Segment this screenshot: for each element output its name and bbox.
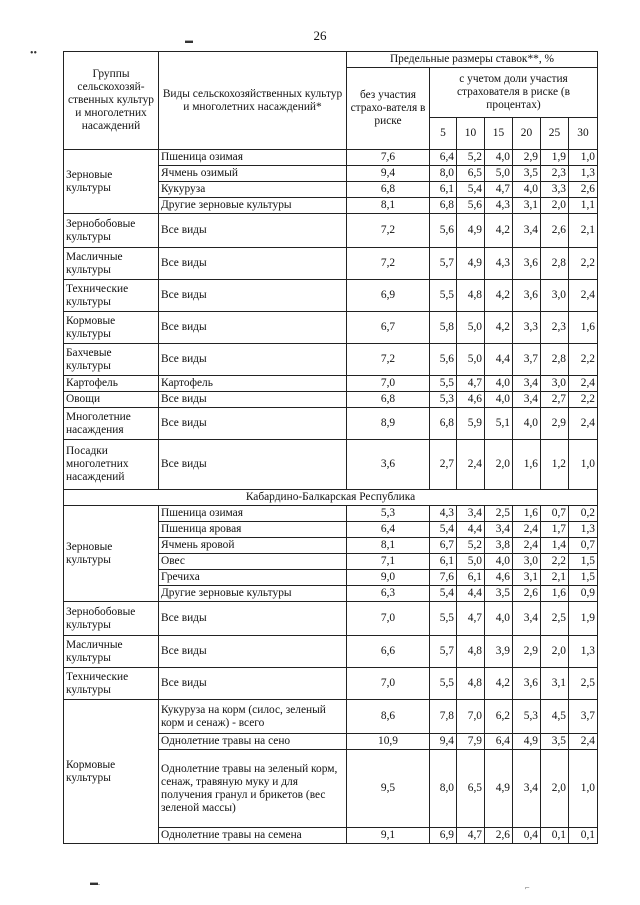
max-rate: 8,9 (347, 408, 430, 440)
crop-type: Кукуруза (159, 182, 347, 198)
share-rate: 2,5 (485, 506, 513, 522)
share-rate: 4,0 (485, 376, 513, 392)
share-rate: 5,7 (430, 248, 457, 280)
crop-group: Картофель (64, 376, 159, 392)
share-rate: 6,1 (430, 554, 457, 570)
share-rate: 2,4 (569, 408, 598, 440)
crop-type: Пшеница озимая (159, 150, 347, 166)
share-rate: 2,9 (513, 636, 541, 668)
share-rate: 4,0 (485, 392, 513, 408)
share-rate: 2,3 (541, 312, 569, 344)
table-row (64, 150, 598, 166)
share-rate: 3,7 (569, 700, 598, 734)
max-rate: 7,2 (347, 214, 430, 248)
max-rate: 6,6 (347, 636, 430, 668)
share-rate: 3,6 (513, 280, 541, 312)
share-rate: 2,2 (569, 248, 598, 280)
share-rate: 5,6 (457, 198, 485, 214)
share-rate: 2,0 (541, 750, 569, 828)
table-row (64, 376, 598, 392)
table-row (64, 312, 598, 344)
max-rate: 7,0 (347, 668, 430, 700)
share-rate: 6,4 (430, 150, 457, 166)
max-rate: 7,0 (347, 376, 430, 392)
crop-group: Зернобобовые культуры (64, 602, 159, 636)
crop-group: Кормовые культуры (64, 700, 159, 844)
share-rate: 3,5 (485, 586, 513, 602)
share-rate: 1,3 (569, 166, 598, 182)
share-rate: 2,4 (513, 538, 541, 554)
max-rate: 5,3 (347, 506, 430, 522)
header-share: 20 (513, 118, 541, 150)
share-rate: 1,0 (569, 150, 598, 166)
share-rate: 6,5 (457, 750, 485, 828)
table-row (64, 506, 598, 522)
share-rate: 5,6 (430, 214, 457, 248)
share-rate: 5,6 (430, 344, 457, 376)
max-rate: 7,2 (347, 248, 430, 280)
share-rate: 1,9 (569, 602, 598, 636)
share-rate: 4,3 (430, 506, 457, 522)
table-row (64, 248, 598, 280)
share-rate: 7,8 (430, 700, 457, 734)
crop-type: Кукуруза на корм (силос, зеленый корм и сенаж) - всего (159, 700, 347, 734)
crop-group: Посадки многолетних насаждений (64, 440, 159, 490)
share-rate: 1,6 (513, 440, 541, 490)
max-rate: 7,0 (347, 602, 430, 636)
crop-group: Бахчевые культуры (64, 344, 159, 376)
share-rate: 6,7 (430, 538, 457, 554)
crop-type: Все виды (159, 248, 347, 280)
max-rate: 6,9 (347, 280, 430, 312)
share-rate: 6,2 (485, 700, 513, 734)
share-rate: 4,6 (457, 392, 485, 408)
header-share: 10 (457, 118, 485, 150)
crop-type: Все виды (159, 668, 347, 700)
share-rate: 1,6 (569, 312, 598, 344)
share-rate: 1,3 (569, 636, 598, 668)
share-rate: 3,4 (513, 214, 541, 248)
scan-mark: ⌐ (525, 883, 530, 892)
share-rate: 4,4 (457, 586, 485, 602)
share-rate: 2,0 (541, 636, 569, 668)
crop-group: Овощи (64, 392, 159, 408)
share-rate: 0,9 (569, 586, 598, 602)
share-rate: 1,2 (541, 440, 569, 490)
crop-group: Масличные культуры (64, 636, 159, 668)
share-rate: 2,9 (541, 408, 569, 440)
share-rate: 6,9 (430, 828, 457, 844)
share-rate: 1,4 (541, 538, 569, 554)
share-rate: 1,3 (569, 522, 598, 538)
max-rate: 6,7 (347, 312, 430, 344)
share-rate: 4,2 (485, 214, 513, 248)
crop-type: Все виды (159, 214, 347, 248)
share-rate: 3,4 (513, 376, 541, 392)
crop-group: Масличные культуры (64, 248, 159, 280)
share-rate: 5,1 (485, 408, 513, 440)
share-rate: 2,6 (541, 214, 569, 248)
crop-group: Кормовые культуры (64, 312, 159, 344)
max-rate: 9,1 (347, 828, 430, 844)
max-rate: 8,1 (347, 538, 430, 554)
share-rate: 0,4 (513, 828, 541, 844)
share-rate: 6,5 (457, 166, 485, 182)
region-heading: Кабардино-Балкарская Республика (64, 490, 598, 506)
crop-type: Однолетние травы на семена (159, 828, 347, 844)
crop-group: Зернобобовые культуры (64, 214, 159, 248)
share-rate: 4,8 (457, 280, 485, 312)
share-rate: 4,3 (485, 198, 513, 214)
share-rate: 4,7 (457, 376, 485, 392)
crop-type: Все виды (159, 312, 347, 344)
crop-type: Однолетние травы на зеленый корм, сенаж, травяную муку и для получения гранул и брикетов (вес зеленой массы) (159, 750, 347, 828)
crop-type: Картофель (159, 376, 347, 392)
share-rate: 3,3 (513, 312, 541, 344)
share-rate: 8,0 (430, 166, 457, 182)
share-rate: 5,0 (457, 344, 485, 376)
share-rate: 2,8 (541, 248, 569, 280)
share-rate: 2,2 (541, 554, 569, 570)
share-rate: 4,2 (485, 668, 513, 700)
share-rate: 1,0 (569, 750, 598, 828)
share-rate: 2,4 (457, 440, 485, 490)
max-rate: 7,2 (347, 344, 430, 376)
max-rate: 9,4 (347, 166, 430, 182)
scan-mark: ▬. (90, 878, 100, 887)
max-rate: 6,8 (347, 182, 430, 198)
share-rate: 5,9 (457, 408, 485, 440)
crop-type: Пшеница яровая (159, 522, 347, 538)
header-groups: Группы сельскохозяй-ственных культур и многолетних насаждений (64, 52, 159, 150)
max-rate: 9,0 (347, 570, 430, 586)
share-rate: 3,5 (541, 734, 569, 750)
share-rate: 2,7 (541, 392, 569, 408)
share-rate: 5,4 (430, 586, 457, 602)
share-rate: 3,4 (485, 522, 513, 538)
share-rate: 4,0 (513, 182, 541, 198)
share-rate: 4,0 (485, 602, 513, 636)
max-rate: 6,3 (347, 586, 430, 602)
share-rate: 4,9 (513, 734, 541, 750)
header-with-share: с учетом доли участия страхователя в риске (в процентах) (430, 68, 598, 118)
share-rate: 4,5 (541, 700, 569, 734)
share-rate: 6,8 (430, 198, 457, 214)
share-rate: 4,0 (513, 408, 541, 440)
crop-type: Все виды (159, 408, 347, 440)
crop-type: Все виды (159, 602, 347, 636)
header-max-rates: Предельные размеры ставок**, % (347, 52, 598, 68)
share-rate: 2,5 (541, 602, 569, 636)
share-rate: 3,8 (485, 538, 513, 554)
share-rate: 2,3 (541, 166, 569, 182)
table-row (64, 636, 598, 668)
share-rate: 2,6 (513, 586, 541, 602)
crop-type: Ячмень озимый (159, 166, 347, 182)
share-rate: 0,7 (541, 506, 569, 522)
share-rate: 3,5 (513, 166, 541, 182)
share-rate: 2,2 (569, 392, 598, 408)
share-rate: 4,9 (485, 750, 513, 828)
share-rate: 4,7 (485, 182, 513, 198)
share-rate: 5,4 (457, 182, 485, 198)
share-rate: 4,3 (485, 248, 513, 280)
table-row (64, 440, 598, 490)
header-share: 25 (541, 118, 569, 150)
crop-type: Гречиха (159, 570, 347, 586)
share-rate: 4,6 (485, 570, 513, 586)
share-rate: 4,4 (457, 522, 485, 538)
share-rate: 2,5 (569, 668, 598, 700)
share-rate: 5,3 (513, 700, 541, 734)
share-rate: 8,0 (430, 750, 457, 828)
share-rate: 1,6 (541, 586, 569, 602)
share-rate: 5,7 (430, 636, 457, 668)
share-rate: 5,0 (457, 554, 485, 570)
share-rate: 2,4 (569, 376, 598, 392)
share-rate: 4,2 (485, 280, 513, 312)
share-rate: 2,6 (569, 182, 598, 198)
crop-group: Зерновые культуры (64, 150, 159, 214)
share-rate: 2,2 (569, 344, 598, 376)
share-rate: 3,4 (513, 750, 541, 828)
share-rate: 2,4 (569, 280, 598, 312)
share-rate: 5,4 (430, 522, 457, 538)
table-row (64, 280, 598, 312)
max-rate: 7,1 (347, 554, 430, 570)
page-number: 26 (313, 28, 327, 43)
max-rate: 3,6 (347, 440, 430, 490)
share-rate: 0,7 (569, 538, 598, 554)
share-rate: 5,2 (457, 538, 485, 554)
crop-type: Все виды (159, 392, 347, 408)
share-rate: 1,6 (513, 506, 541, 522)
share-rate: 5,2 (457, 150, 485, 166)
share-rate: 2,7 (430, 440, 457, 490)
share-rate: 2,4 (513, 522, 541, 538)
share-rate: 1,5 (569, 570, 598, 586)
share-rate: 5,5 (430, 602, 457, 636)
crop-type: Пшеница озимая (159, 506, 347, 522)
share-rate: 4,2 (485, 312, 513, 344)
share-rate: 0,1 (569, 828, 598, 844)
scan-mark: •• (30, 48, 38, 59)
share-rate: 3,1 (541, 668, 569, 700)
share-rate: 7,0 (457, 700, 485, 734)
share-rate: 1,0 (569, 440, 598, 490)
header-share: 15 (485, 118, 513, 150)
max-rate: 6,4 (347, 522, 430, 538)
crop-type: Все виды (159, 344, 347, 376)
crop-type: Другие зерновые культуры (159, 586, 347, 602)
table-row (64, 700, 598, 734)
share-rate: 6,1 (457, 570, 485, 586)
share-rate: 2,8 (541, 344, 569, 376)
share-rate: 3,4 (513, 602, 541, 636)
crop-type: Все виды (159, 280, 347, 312)
share-rate: 9,4 (430, 734, 457, 750)
share-rate: 3,0 (541, 376, 569, 392)
scan-mark: ▬ (185, 36, 193, 45)
share-rate: 5,5 (430, 668, 457, 700)
share-rate: 3,9 (485, 636, 513, 668)
max-rate: 7,6 (347, 150, 430, 166)
max-rate: 9,5 (347, 750, 430, 828)
share-rate: 3,6 (513, 248, 541, 280)
share-rate: 1,1 (569, 198, 598, 214)
max-rate: 6,8 (347, 392, 430, 408)
crop-group: Технические культуры (64, 668, 159, 700)
share-rate: 2,6 (485, 828, 513, 844)
max-rate: 8,1 (347, 198, 430, 214)
share-rate: 1,5 (569, 554, 598, 570)
header-without-share: без участия страхо-вателя в риске (347, 68, 430, 150)
share-rate: 5,8 (430, 312, 457, 344)
crop-type: Овес (159, 554, 347, 570)
share-rate: 4,7 (457, 602, 485, 636)
share-rate: 7,9 (457, 734, 485, 750)
table-row (64, 668, 598, 700)
share-rate: 3,4 (457, 506, 485, 522)
share-rate: 5,3 (430, 392, 457, 408)
share-rate: 6,1 (430, 182, 457, 198)
crop-type: Все виды (159, 440, 347, 490)
insurance-rates-table (63, 51, 598, 844)
share-rate: 3,0 (541, 280, 569, 312)
crop-type: Другие зерновые культуры (159, 198, 347, 214)
share-rate: 6,8 (430, 408, 457, 440)
crop-group: Зерновые культуры (64, 506, 159, 602)
share-rate: 2,4 (569, 734, 598, 750)
table-row (64, 344, 598, 376)
max-rate: 10,9 (347, 734, 430, 750)
share-rate: 4,9 (457, 214, 485, 248)
share-rate: 3,6 (513, 668, 541, 700)
share-rate: 3,7 (513, 344, 541, 376)
share-rate: 2,0 (541, 198, 569, 214)
share-rate: 2,0 (485, 440, 513, 490)
share-rate: 2,1 (569, 214, 598, 248)
share-rate: 2,1 (541, 570, 569, 586)
header-share: 30 (569, 118, 598, 150)
crop-type: Однолетние травы на сено (159, 734, 347, 750)
share-rate: 5,5 (430, 280, 457, 312)
share-rate: 3,3 (541, 182, 569, 198)
crop-type: Все виды (159, 636, 347, 668)
share-rate: 0,1 (541, 828, 569, 844)
crop-type: Ячмень яровой (159, 538, 347, 554)
share-rate: 4,4 (485, 344, 513, 376)
share-rate: 1,7 (541, 522, 569, 538)
header-crops: Виды сельскохозяйственных культур и многолетних насаждений* (159, 52, 347, 150)
share-rate: 6,4 (485, 734, 513, 750)
share-rate: 5,0 (457, 312, 485, 344)
share-rate: 4,0 (485, 150, 513, 166)
table-row (64, 392, 598, 408)
share-rate: 5,5 (430, 376, 457, 392)
table-row (64, 214, 598, 248)
share-rate: 4,9 (457, 248, 485, 280)
share-rate: 3,1 (513, 198, 541, 214)
share-rate: 4,8 (457, 636, 485, 668)
share-rate: 7,6 (430, 570, 457, 586)
table-row (64, 602, 598, 636)
share-rate: 3,4 (513, 392, 541, 408)
share-rate: 4,0 (485, 554, 513, 570)
share-rate: 4,7 (457, 828, 485, 844)
share-rate: 5,0 (485, 166, 513, 182)
share-rate: 4,8 (457, 668, 485, 700)
crop-group: Технические культуры (64, 280, 159, 312)
share-rate: 3,1 (513, 570, 541, 586)
share-rate: 0,2 (569, 506, 598, 522)
table-row (64, 408, 598, 440)
share-rate: 1,9 (541, 150, 569, 166)
crop-group: Многолетние насаждения (64, 408, 159, 440)
share-rate: 3,0 (513, 554, 541, 570)
header-share: 5 (430, 118, 457, 150)
share-rate: 2,9 (513, 150, 541, 166)
max-rate: 8,6 (347, 700, 430, 734)
